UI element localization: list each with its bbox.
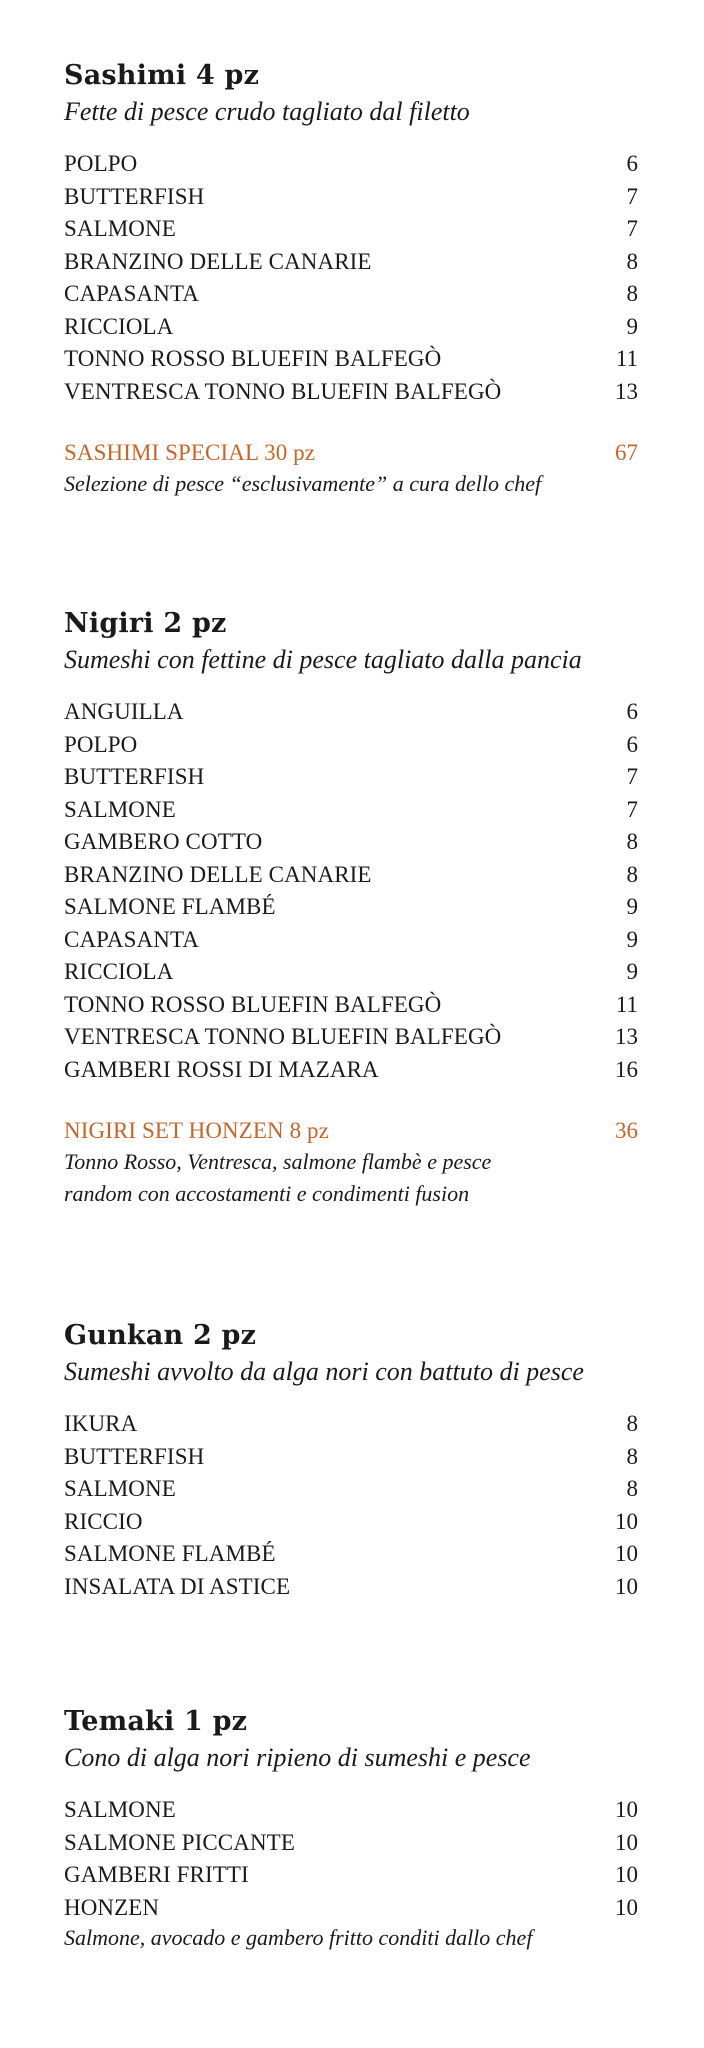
- item-price: 8: [626, 861, 638, 887]
- item-name: GAMBERI ROSSI DI MAZARA: [64, 1056, 379, 1082]
- item-name: CAPASANTA: [64, 281, 199, 306]
- menu-item: [64, 859, 638, 892]
- item-price: 10: [615, 1508, 638, 1534]
- menu-item: [64, 213, 638, 246]
- item-name: SALMONE: [64, 216, 176, 241]
- item-name: POLPO: [64, 151, 138, 176]
- menu-item: [64, 826, 638, 859]
- item-name: CAPASANTA: [64, 926, 199, 952]
- section-sashimi: [64, 60, 638, 500]
- item-price: 7: [626, 796, 638, 822]
- item-price: 8: [626, 281, 638, 306]
- item-price: 7: [626, 764, 638, 789]
- menu-item: [64, 1892, 638, 1925]
- menu-item: [64, 696, 638, 729]
- section-temaki: [64, 1706, 638, 1954]
- item-name: IKURA: [64, 1411, 138, 1436]
- menu-item: [64, 311, 638, 344]
- item-price: 10: [615, 1829, 638, 1855]
- menu-item: [64, 794, 638, 827]
- item-note: Salmone, avocado e gambero fritto conditi dallo chef: [64, 1925, 533, 1950]
- section-subtitle: Fette di pesce crudo tagliato dal filetto: [64, 97, 470, 126]
- menu-item: [64, 343, 638, 376]
- menu-item: [64, 924, 638, 957]
- menu-item: [64, 181, 638, 214]
- item-name: ANGUILLA: [64, 699, 184, 724]
- item-name: GAMBERI FRITTI: [64, 1862, 249, 1887]
- item-price: 10: [615, 1797, 638, 1822]
- item-price: 6: [626, 731, 638, 757]
- item-price: 8: [626, 829, 638, 854]
- menu-item: [64, 246, 638, 279]
- item-price: 8: [626, 1476, 638, 1501]
- item-price: 13: [615, 378, 638, 404]
- item-price: 6: [626, 151, 638, 176]
- menu-item: [64, 148, 638, 181]
- section-nigiri: [64, 608, 638, 1210]
- special-description-line: random con accostamenti e condimenti fusion: [64, 1180, 470, 1206]
- item-price: 9: [626, 926, 638, 952]
- menu-item: [64, 1473, 638, 1506]
- menu-item: [64, 278, 638, 311]
- item-name: SALMONE: [64, 1797, 176, 1822]
- item-name: VENTRESCA TONNO BLUEFIN BALFEGÒ: [64, 1024, 502, 1049]
- item-price: 9: [626, 313, 638, 339]
- item-price: 16: [615, 1056, 638, 1082]
- item-price: 8: [626, 248, 638, 274]
- section-title: Nigiri 2 pz: [64, 608, 227, 639]
- menu-item: [64, 729, 638, 762]
- menu-item: [64, 1794, 638, 1827]
- item-price: 11: [615, 346, 638, 371]
- item-price: 7: [626, 183, 638, 209]
- special-item: [64, 437, 638, 470]
- menu-item: [64, 761, 638, 794]
- item-list: [64, 1794, 638, 1954]
- special-name: SASHIMI SPECIAL 30 pz: [64, 440, 316, 465]
- special-price: 36: [615, 1118, 638, 1143]
- menu-item: [64, 1827, 638, 1860]
- menu-item: [64, 1859, 638, 1892]
- item-price: 10: [615, 1894, 638, 1920]
- special-item: [64, 1115, 638, 1148]
- special-name: NIGIRI SET HONZEN 8 pz: [64, 1118, 329, 1143]
- section-title: Sashimi 4 pz: [64, 60, 260, 91]
- section-title: Gunkan 2 pz: [64, 1320, 257, 1351]
- item-name: BUTTERFISH: [64, 764, 205, 789]
- special-description: Selezione di pesce “esclusivamente” a cura dello chef: [64, 470, 542, 496]
- item-name: SALMONE: [64, 1476, 176, 1501]
- item-name: RICCIOLA: [64, 313, 174, 339]
- item-list: [64, 1408, 638, 1603]
- special-description-line: Tonno Rosso, Ventresca, salmone flambè e pesce: [64, 1148, 492, 1174]
- item-price: 9: [626, 894, 638, 919]
- section-subtitle: Sumeshi avvolto da alga nori con battuto di pesce: [64, 1357, 584, 1386]
- item-price: 8: [626, 1443, 638, 1469]
- item-price: 11: [615, 991, 638, 1017]
- item-name: VENTRESCA TONNO BLUEFIN BALFEGÒ: [64, 378, 502, 404]
- item-price: 10: [615, 1862, 638, 1887]
- item-price: 13: [615, 1024, 638, 1049]
- item-name: SALMONE FLAMBÉ: [64, 894, 276, 919]
- item-price: 6: [626, 699, 638, 724]
- item-name: BRANZINO DELLE CANARIE: [64, 248, 372, 274]
- special-price: 67: [615, 440, 638, 465]
- item-price: 9: [626, 959, 638, 984]
- item-name: GAMBERO COTTO: [64, 829, 263, 854]
- section-subtitle: Cono di alga nori ripieno di sumeshi e pesce: [64, 1743, 531, 1772]
- menu-item: [64, 891, 638, 924]
- item-list: [64, 148, 638, 408]
- menu-item: [64, 1021, 638, 1054]
- menu-item: [64, 1538, 638, 1571]
- item-name: INSALATA DI ASTICE: [64, 1573, 291, 1599]
- menu-item: [64, 956, 638, 989]
- item-name: TONNO ROSSO BLUEFIN BALFEGÒ: [64, 346, 442, 371]
- section-title: Temaki 1 pz: [64, 1706, 248, 1737]
- item-name: RICCIO: [64, 1508, 143, 1534]
- item-price: 8: [626, 1411, 638, 1436]
- section-subtitle: Sumeshi con fettine di pesce tagliato dalla pancia: [64, 645, 582, 674]
- menu-item: [64, 1571, 638, 1604]
- item-name: HONZEN: [64, 1894, 160, 1920]
- special-offer: [64, 437, 638, 500]
- item-name: BUTTERFISH: [64, 1443, 205, 1469]
- item-price: 10: [615, 1573, 638, 1599]
- item-name: TONNO ROSSO BLUEFIN BALFEGÒ: [64, 991, 442, 1017]
- item-name: SALMONE PICCANTE: [64, 1829, 295, 1855]
- item-price: 10: [615, 1541, 638, 1566]
- item-name: POLPO: [64, 731, 138, 757]
- menu-item: [64, 376, 638, 409]
- item-name: SALMONE: [64, 796, 176, 822]
- item-name: BUTTERFISH: [64, 183, 205, 209]
- item-name: BRANZINO DELLE CANARIE: [64, 861, 372, 887]
- menu-item: [64, 1408, 638, 1441]
- section-gunkan: [64, 1320, 638, 1603]
- special-offer: [64, 1115, 638, 1210]
- menu-item: [64, 1506, 638, 1539]
- menu-item: [64, 1054, 638, 1087]
- item-name: SALMONE FLAMBÉ: [64, 1541, 276, 1566]
- menu-item: [64, 989, 638, 1022]
- menu-item: [64, 1441, 638, 1474]
- item-name: RICCIOLA: [64, 959, 174, 984]
- item-price: 7: [626, 216, 638, 241]
- item-list: [64, 696, 638, 1086]
